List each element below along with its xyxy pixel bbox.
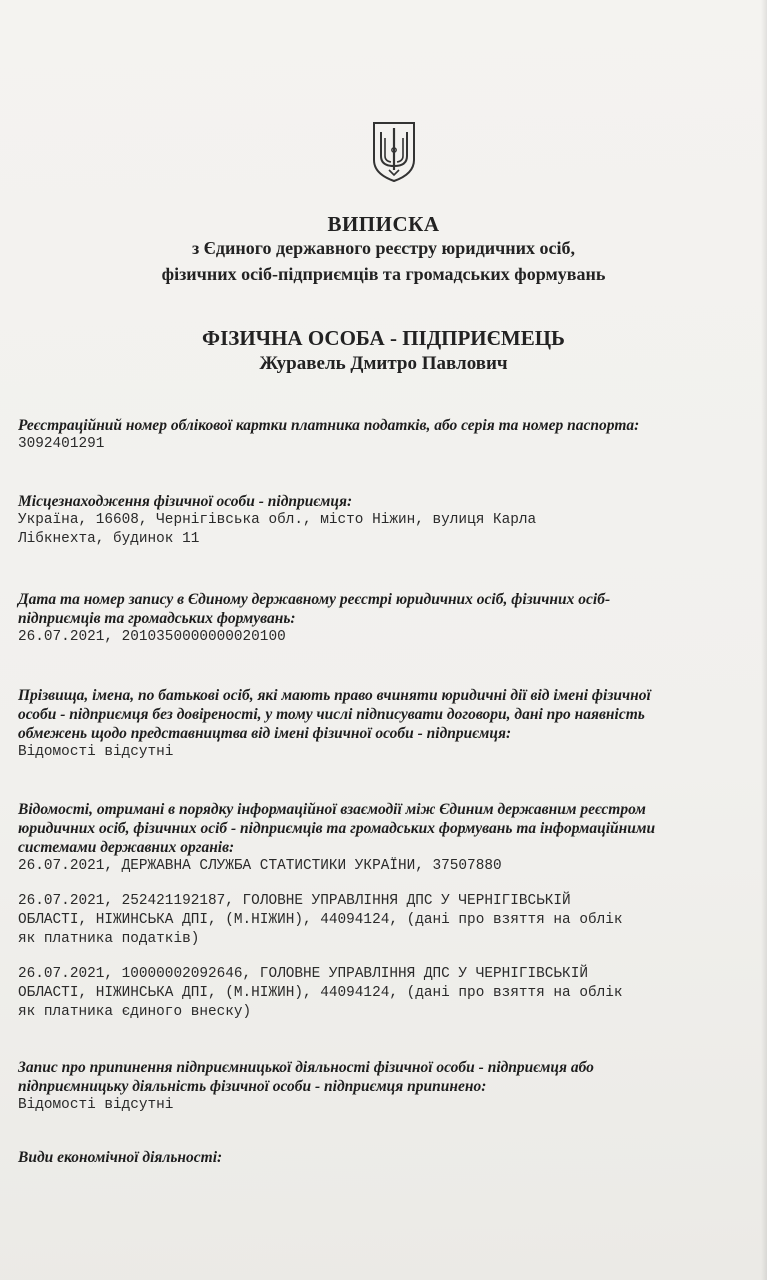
tax-number-label: Реєстраційний номер облікової картки платника податків, або серія та номер паспорта: <box>18 417 640 434</box>
termination-label: Запис про припинення підприємницької діяльності фізичної особи - підприємця або підприємницьку діяльність фізичної особи - підприємця припинено: <box>18 1059 594 1095</box>
representatives-label: Прізвища, імена, по батькові осіб, які мають право вчиняти юридичні дії від імені фізичної особи - підприємця без довіреності, у тому числі підписувати договори, дані про наявність обмежень щодо представництва від імені фізичної особи - підприємця: <box>18 687 651 742</box>
record-value: 26.07.2021, 2010350000000020100 <box>18 629 286 645</box>
page-edge-shadow <box>761 0 767 1280</box>
termination-value: Відомості відсутні <box>18 1097 174 1113</box>
tax-number-section <box>18 416 753 454</box>
representatives-section <box>18 686 753 762</box>
representatives-value: Відомості відсутні <box>18 744 174 760</box>
interaction-section <box>18 800 753 1022</box>
location-section <box>18 492 753 549</box>
activities-section <box>18 1148 753 1167</box>
interaction-label: Відомості, отримані в порядку інформаційної взаємодії між Єдиним державним реєстром юридичних осіб, фізичних осіб - підприємців та громадських формувань та інформаційними системами державних органів: <box>18 801 656 856</box>
document-subtitle-line-2: фізичних осіб-підприємців та громадських формувань <box>161 264 606 284</box>
location-label: Місцезнаходження фізичної особи - підприємця: <box>18 493 353 510</box>
activities-label: Види економічної діяльності: <box>18 1149 223 1166</box>
tax-number-value: 3092401291 <box>18 436 105 452</box>
interaction-entry-1: 26.07.2021, ДЕРЖАВНА СЛУЖБА СТАТИСТИКИ УКРАЇНИ, 37507880 <box>18 858 502 874</box>
person-name: Журавель Дмитро Павлович <box>259 353 508 374</box>
interaction-entry-2: 26.07.2021, 252421192187, ГОЛОВНЕ УПРАВЛІННЯ ДПС У ЧЕРНІГІВСЬКІЙ ОБЛАСТІ, НІЖИНСЬКА ДПІ, (М.НІЖИН), 44094124, (дані про взяття на облік як платника податків) <box>18 893 623 947</box>
termination-section <box>18 1058 753 1115</box>
document-subtitle-line-1: з Єдиного державного реєстру юридичних осіб, <box>191 238 576 258</box>
entity-type-heading: ФІЗИЧНА ОСОБА - ПІДПРИЄМЕЦЬ <box>202 326 565 350</box>
record-label: Дата та номер запису в Єдиному державному реєстрі юридичних осіб, фізичних осіб- підприємців та громадських формувань: <box>18 591 611 627</box>
interaction-entry-3: 26.07.2021, 10000002092646, ГОЛОВНЕ УПРАВЛІННЯ ДПС У ЧЕРНІГІВСЬКІЙ ОБЛАСТІ, НІЖИНСЬКА ДПІ, (М.НІЖИН), 44094124, (дані про взяття на облік як платника єдиного внеску) <box>18 966 623 1020</box>
document-title: ВИПИСКА <box>327 212 440 236</box>
record-section <box>18 590 753 647</box>
location-value: Україна, 16608, Чернігівська обл., місто Ніжин, вулиця Карла Лібкнехта, будинок 11 <box>18 512 537 547</box>
trident-coat-of-arms-icon <box>371 120 417 184</box>
